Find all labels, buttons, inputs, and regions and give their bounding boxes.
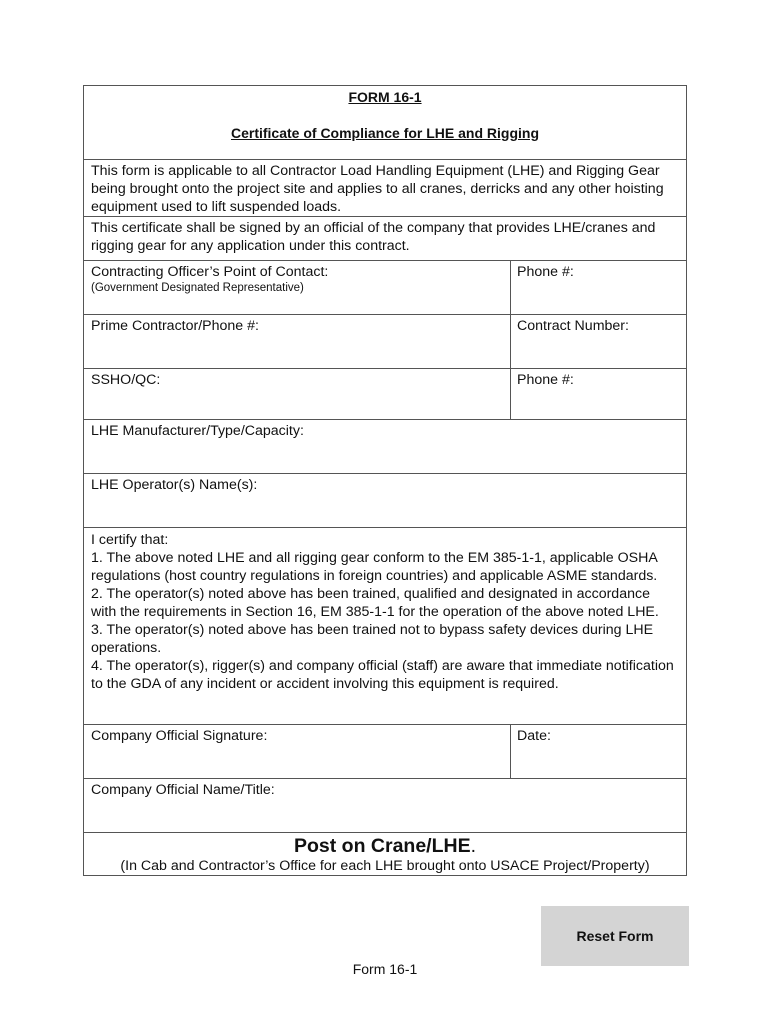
prime-contractor-field[interactable]: [84, 315, 511, 368]
lhe-operator-row: [84, 473, 686, 527]
posting-title: [84, 833, 686, 858]
contracting-officer-phone-field[interactable]: [511, 261, 686, 314]
certify-item: 2. The operator(s) noted above has been trained, qualified and designated in accordance with the requirements in Section 16, EM 385-1-1 for the operation of the above noted LHE.: [91, 586, 659, 620]
certify-intro: I certify that:: [91, 532, 169, 548]
contracting-officer-note: (Government Designated Representative): [91, 282, 304, 294]
ssho-field[interactable]: [84, 369, 511, 419]
posting-title-period: .: [470, 835, 477, 857]
date-field[interactable]: [511, 725, 686, 778]
form-table: [83, 85, 687, 876]
ssho-row: [84, 368, 686, 419]
signature-row: [84, 724, 686, 778]
posting-subtitle: (In Cab and Contractor’s Office for each LHE brought onto USACE Project/Property): [120, 858, 650, 874]
certification-row: [84, 527, 686, 724]
applicability-text: This form is applicable to all Contractor Load Handling Equipment (LHE) and Rigging Gear being brought onto the project site and applies to all cranes, derricks and any other hoisting equipment used to lift suspended loads.: [91, 163, 664, 215]
contracting-officer-row: [84, 260, 686, 314]
form-header: [84, 86, 686, 159]
contract-number-label: Contract Number:: [517, 318, 629, 334]
signature-label: Company Official Signature:: [91, 728, 268, 744]
signing-text: This certificate shall be signed by an official of the company that provides LHE/cranes and rigging gear for any application under this contract.: [91, 220, 656, 254]
page-footer: Form 16-1: [352, 961, 418, 977]
lhe-manufacturer-label: LHE Manufacturer/Type/Capacity:: [91, 423, 304, 439]
date-label: Date:: [517, 728, 551, 744]
contracting-officer-field[interactable]: [84, 261, 511, 314]
official-name-field[interactable]: [84, 779, 686, 832]
lhe-operator-field[interactable]: [84, 474, 686, 527]
ssho-phone-field[interactable]: [511, 369, 686, 419]
reset-form-button[interactable]: Reset Form: [541, 906, 689, 966]
signature-field[interactable]: [84, 725, 511, 778]
lhe-operator-label: LHE Operator(s) Name(s):: [91, 477, 258, 493]
certify-item: 3. The operator(s) noted above has been trained not to bypass safety devices during LHE operations.: [91, 622, 654, 656]
applicability-row: [84, 159, 686, 216]
official-name-label: Company Official Name/Title:: [91, 782, 275, 798]
prime-contractor-label: Prime Contractor/Phone #:: [91, 318, 259, 334]
phone-label: Phone #:: [517, 372, 574, 388]
lhe-manufacturer-row: [84, 419, 686, 473]
contract-number-field[interactable]: [511, 315, 686, 368]
signing-row: [84, 216, 686, 260]
form-title: Certificate of Compliance for LHE and Rigging: [230, 125, 540, 141]
phone-label: Phone #:: [517, 264, 574, 280]
lhe-manufacturer-field[interactable]: [84, 420, 686, 473]
certification-statements: [84, 528, 686, 724]
certify-item: 4. The operator(s), rigger(s) and company official (staff) are aware that immediate notification to the GDA of any incident or accident involving this equipment is required.: [91, 658, 674, 692]
prime-contractor-row: [84, 314, 686, 368]
posting-title-text: Post on Crane/LHE: [293, 835, 471, 857]
ssho-label: SSHO/QC:: [91, 372, 161, 388]
official-name-row: [84, 778, 686, 832]
certify-item: 1. The above noted LHE and all rigging gear conform to the EM 385-1-1, applicable OSHA regulations (host country regulations in foreign countries) and applicable ASME standards.: [91, 550, 658, 584]
form-number: FORM 16-1: [348, 89, 422, 105]
contracting-officer-label: Contracting Officer’s Point of Contact:: [91, 264, 329, 280]
posting-row: [84, 832, 686, 875]
